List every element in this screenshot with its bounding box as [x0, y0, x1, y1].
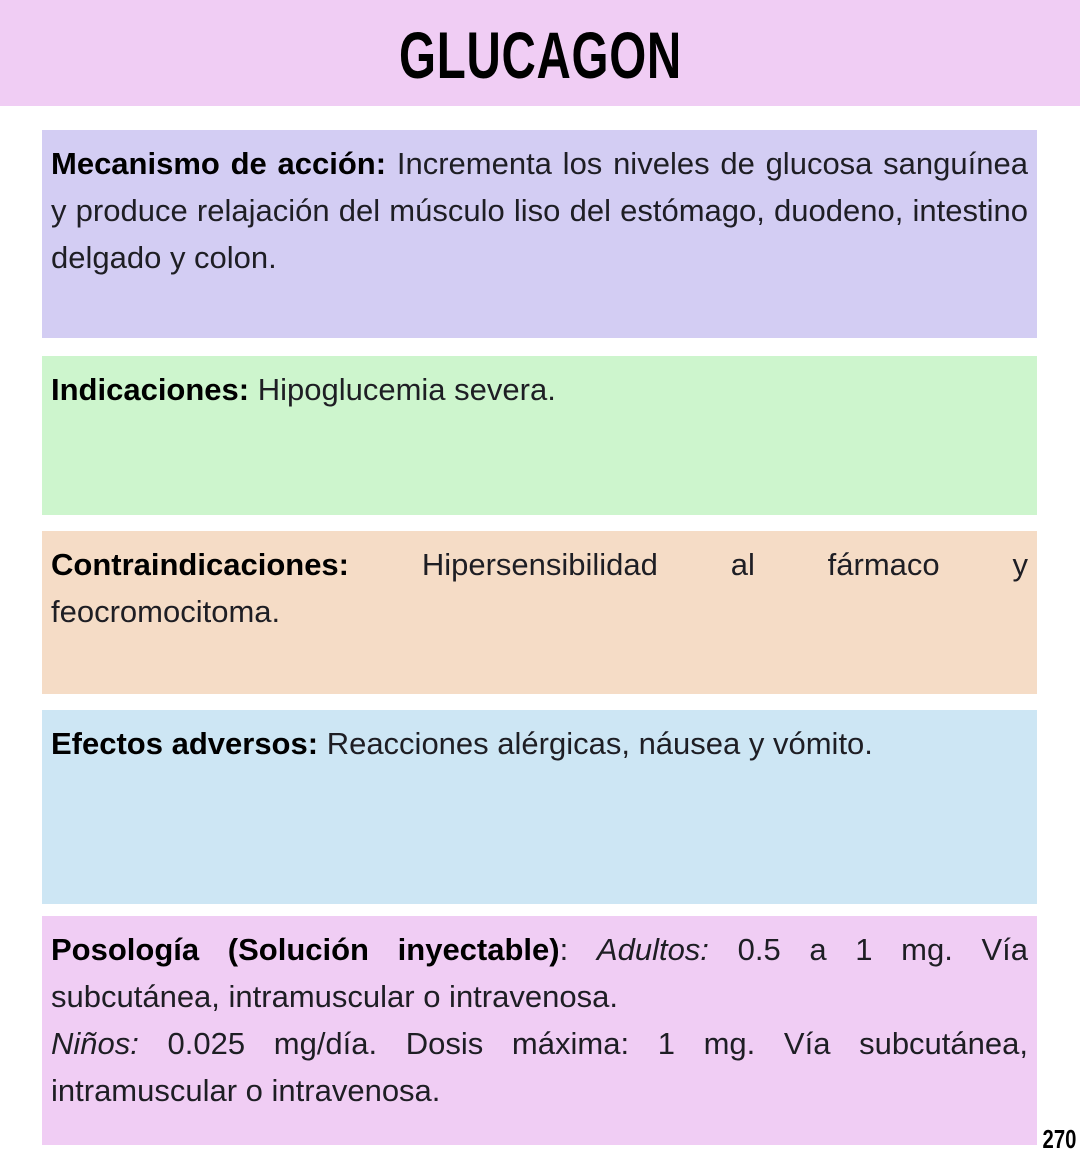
section-text: Hipersensibilidad al fármaco y feocromocitoma.: [51, 547, 1028, 629]
children-dosage: 0.025 mg/día. Dosis máxima: 1 mg. Vía subcutánea, intramuscular o intravenosa.: [51, 1026, 1028, 1108]
section-indicaciones: [42, 356, 1037, 515]
section-label: Contraindicaciones:: [51, 547, 349, 582]
section-label: Posología (Solución inyectable): [51, 932, 560, 967]
section-label: Efectos adversos:: [51, 726, 319, 761]
section-posologia: [42, 916, 1037, 1145]
section-mecanismo: [42, 130, 1037, 338]
posologia-children: [51, 1020, 1028, 1114]
section-mecanismo-body: [51, 140, 1028, 281]
drug-title: GLUCAGON: [398, 18, 682, 92]
section-label: Indicaciones:: [51, 372, 250, 407]
section-indicaciones-body: [51, 366, 1028, 413]
title-banner: [0, 0, 1080, 106]
section-efectos-adversos: [42, 710, 1037, 904]
label-colon: :: [559, 932, 569, 967]
children-label: Niños:: [51, 1026, 139, 1061]
section-contraindicaciones-body: [51, 541, 1028, 635]
section-text: Incrementa los niveles de glucosa sanguínea y produce relajación del músculo liso del estómago, duodeno, intestino delgado y colon.: [51, 146, 1028, 275]
section-text: Reacciones alérgicas, náusea y vómito.: [326, 726, 873, 761]
page-number: 270: [1042, 1124, 1076, 1154]
section-text: Hipoglucemia severa.: [257, 372, 556, 407]
adults-label: Adultos:: [596, 932, 709, 967]
section-contraindicaciones: [42, 531, 1037, 694]
posologia-adults: [51, 926, 1028, 1020]
section-label: Mecanismo de acción:: [51, 146, 387, 181]
section-efectos-body: [51, 720, 1028, 767]
adults-dosage: 0.5 a 1 mg. Vía subcutánea, intramuscular o intravenosa.: [51, 932, 1029, 1014]
